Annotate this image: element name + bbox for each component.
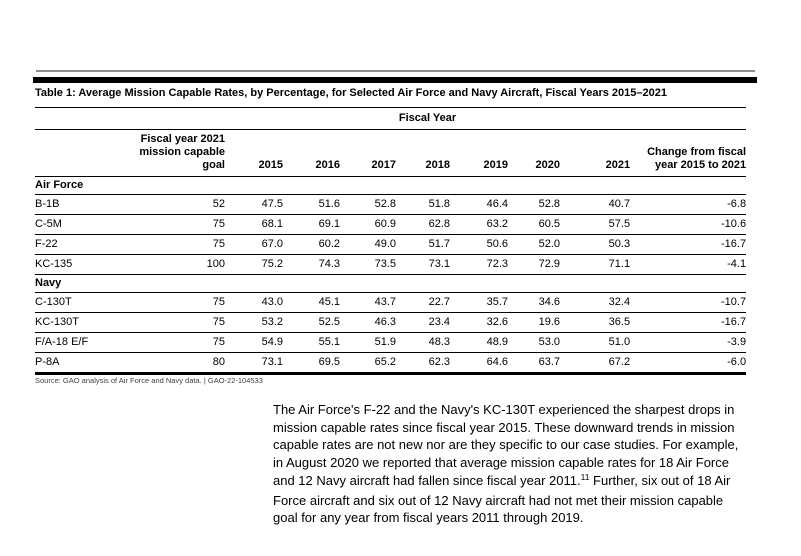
value-cell: 74.3 bbox=[283, 255, 340, 275]
value-cell: 67.2 bbox=[560, 353, 630, 374]
aircraft-name-cell: C-130T bbox=[35, 293, 135, 313]
value-cell: 34.6 bbox=[508, 293, 560, 313]
value-cell: 51.6 bbox=[283, 195, 340, 215]
value-cell: 52 bbox=[135, 195, 225, 215]
value-cell: 75 bbox=[135, 313, 225, 333]
value-cell: 48.9 bbox=[450, 333, 508, 353]
fiscal-year-group-row bbox=[35, 108, 746, 130]
table-row bbox=[35, 313, 746, 333]
value-cell: 36.5 bbox=[560, 313, 630, 333]
aircraft-name-cell: F-22 bbox=[35, 235, 135, 255]
value-cell: 72.9 bbox=[508, 255, 560, 275]
aircraft-column-header bbox=[35, 130, 135, 177]
section-header-row bbox=[35, 275, 746, 293]
aircraft-name-cell: C-5M bbox=[35, 215, 135, 235]
paragraph-text-after: Further, six out of 18 Air Force aircraft and six out of 12 Navy aircraft had not met their mission capable goal for any year from fiscal years 2011 through 2019. bbox=[273, 472, 731, 526]
value-cell: 53.0 bbox=[508, 333, 560, 353]
section-divider-bar bbox=[33, 77, 757, 83]
value-cell: 55.1 bbox=[283, 333, 340, 353]
value-cell: 64.6 bbox=[450, 353, 508, 374]
value-cell: 62.8 bbox=[396, 215, 450, 235]
fiscal-year-group-header: Fiscal Year bbox=[225, 108, 630, 130]
value-cell: 19.6 bbox=[508, 313, 560, 333]
value-cell: 75 bbox=[135, 333, 225, 353]
table-row bbox=[35, 195, 746, 215]
table-row bbox=[35, 255, 746, 275]
section-header-label: Navy bbox=[35, 275, 746, 293]
value-cell: 43.7 bbox=[340, 293, 396, 313]
table-row bbox=[35, 333, 746, 353]
year-column-header-2021: 2021 bbox=[560, 130, 630, 177]
value-cell: 80 bbox=[135, 353, 225, 374]
value-cell: 67.0 bbox=[225, 235, 283, 255]
value-cell: 22.7 bbox=[396, 293, 450, 313]
value-cell: 73.1 bbox=[225, 353, 283, 374]
footnote-reference: 11 bbox=[580, 472, 590, 483]
value-cell: 51.7 bbox=[396, 235, 450, 255]
value-cell: 57.5 bbox=[560, 215, 630, 235]
value-cell: -16.7 bbox=[630, 235, 746, 255]
value-cell: 54.9 bbox=[225, 333, 283, 353]
value-cell: 53.2 bbox=[225, 313, 283, 333]
value-cell: -4.1 bbox=[630, 255, 746, 275]
group-header-spacer bbox=[35, 108, 225, 130]
value-cell: 100 bbox=[135, 255, 225, 275]
value-cell: 60.5 bbox=[508, 215, 560, 235]
group-header-spacer bbox=[630, 108, 746, 130]
value-cell: 51.0 bbox=[560, 333, 630, 353]
value-cell: 45.1 bbox=[283, 293, 340, 313]
table-row bbox=[35, 293, 746, 313]
value-cell: 23.4 bbox=[396, 313, 450, 333]
value-cell: -6.0 bbox=[630, 353, 746, 374]
value-cell: -10.6 bbox=[630, 215, 746, 235]
value-cell: 69.1 bbox=[283, 215, 340, 235]
value-cell: 52.8 bbox=[340, 195, 396, 215]
value-cell: -16.7 bbox=[630, 313, 746, 333]
table-row bbox=[35, 353, 746, 374]
value-cell: 51.8 bbox=[396, 195, 450, 215]
aircraft-name-cell: KC-135 bbox=[35, 255, 135, 275]
value-cell: 75 bbox=[135, 215, 225, 235]
value-cell: 52.8 bbox=[508, 195, 560, 215]
value-cell: 71.1 bbox=[560, 255, 630, 275]
value-cell: 52.0 bbox=[508, 235, 560, 255]
value-cell: -3.9 bbox=[630, 333, 746, 353]
value-cell: 60.2 bbox=[283, 235, 340, 255]
section-header-label: Air Force bbox=[35, 177, 746, 195]
change-column-header: Change from fiscal year 2015 to 2021 bbox=[630, 130, 746, 177]
value-cell: 40.7 bbox=[560, 195, 630, 215]
value-cell: -10.7 bbox=[630, 293, 746, 313]
value-cell: 51.9 bbox=[340, 333, 396, 353]
value-cell: 48.3 bbox=[396, 333, 450, 353]
value-cell: 65.2 bbox=[340, 353, 396, 374]
value-cell: 69.5 bbox=[283, 353, 340, 374]
value-cell: 72.3 bbox=[450, 255, 508, 275]
value-cell: 68.1 bbox=[225, 215, 283, 235]
year-column-header-2017: 2017 bbox=[340, 130, 396, 177]
value-cell: 47.5 bbox=[225, 195, 283, 215]
value-cell: 32.4 bbox=[560, 293, 630, 313]
value-cell: 73.5 bbox=[340, 255, 396, 275]
section-header-row bbox=[35, 177, 746, 195]
value-cell: 46.3 bbox=[340, 313, 396, 333]
value-cell: 46.4 bbox=[450, 195, 508, 215]
aircraft-name-cell: F/A-18 E/F bbox=[35, 333, 135, 353]
body-paragraph bbox=[273, 401, 745, 527]
value-cell: 43.0 bbox=[225, 293, 283, 313]
value-cell: 49.0 bbox=[340, 235, 396, 255]
table-row bbox=[35, 215, 746, 235]
value-cell: 52.5 bbox=[283, 313, 340, 333]
value-cell: 60.9 bbox=[340, 215, 396, 235]
table-title: Table 1: Average Mission Capable Rates, by Percentage, for Selected Air Force and Navy Aircraft, Fiscal Years 2015–2021 bbox=[35, 87, 667, 99]
value-cell: 73.1 bbox=[396, 255, 450, 275]
aircraft-name-cell: KC-130T bbox=[35, 313, 135, 333]
value-cell: 63.2 bbox=[450, 215, 508, 235]
value-cell: 75 bbox=[135, 235, 225, 255]
value-cell: 63.7 bbox=[508, 353, 560, 374]
year-column-header-2015: 2015 bbox=[225, 130, 283, 177]
year-column-header-2016: 2016 bbox=[283, 130, 340, 177]
value-cell: 75.2 bbox=[225, 255, 283, 275]
value-cell: 75 bbox=[135, 293, 225, 313]
year-column-header-2020: 2020 bbox=[508, 130, 560, 177]
mission-capable-rates-table bbox=[35, 107, 746, 375]
value-cell: 50.6 bbox=[450, 235, 508, 255]
value-cell: 35.7 bbox=[450, 293, 508, 313]
goal-column-header: Fiscal year 2021 mission capable goal bbox=[135, 130, 225, 177]
top-divider-rule bbox=[36, 70, 755, 72]
year-column-header-2019: 2019 bbox=[450, 130, 508, 177]
column-header-row bbox=[35, 130, 746, 177]
aircraft-name-cell: B-1B bbox=[35, 195, 135, 215]
year-column-header-2018: 2018 bbox=[396, 130, 450, 177]
paragraph-text-before: The Air Force's F-22 and the Navy's KC-130T experienced the sharpest drops in mission capable rates since fiscal year 2015. These downward trends in mission capable rates are not new nor are they specific to our case studies. For example, in August 2020 we reported that average mission capable rates for 18 Air Force and 12 Navy aircraft had fallen since fiscal year 2011. bbox=[273, 402, 739, 488]
table-row bbox=[35, 235, 746, 255]
value-cell: 62.3 bbox=[396, 353, 450, 374]
aircraft-name-cell: P-8A bbox=[35, 353, 135, 374]
source-note: Source: GAO analysis of Air Force and Navy data. | GAO-22-104533 bbox=[35, 376, 263, 385]
value-cell: 50.3 bbox=[560, 235, 630, 255]
value-cell: -6.8 bbox=[630, 195, 746, 215]
value-cell: 32.6 bbox=[450, 313, 508, 333]
